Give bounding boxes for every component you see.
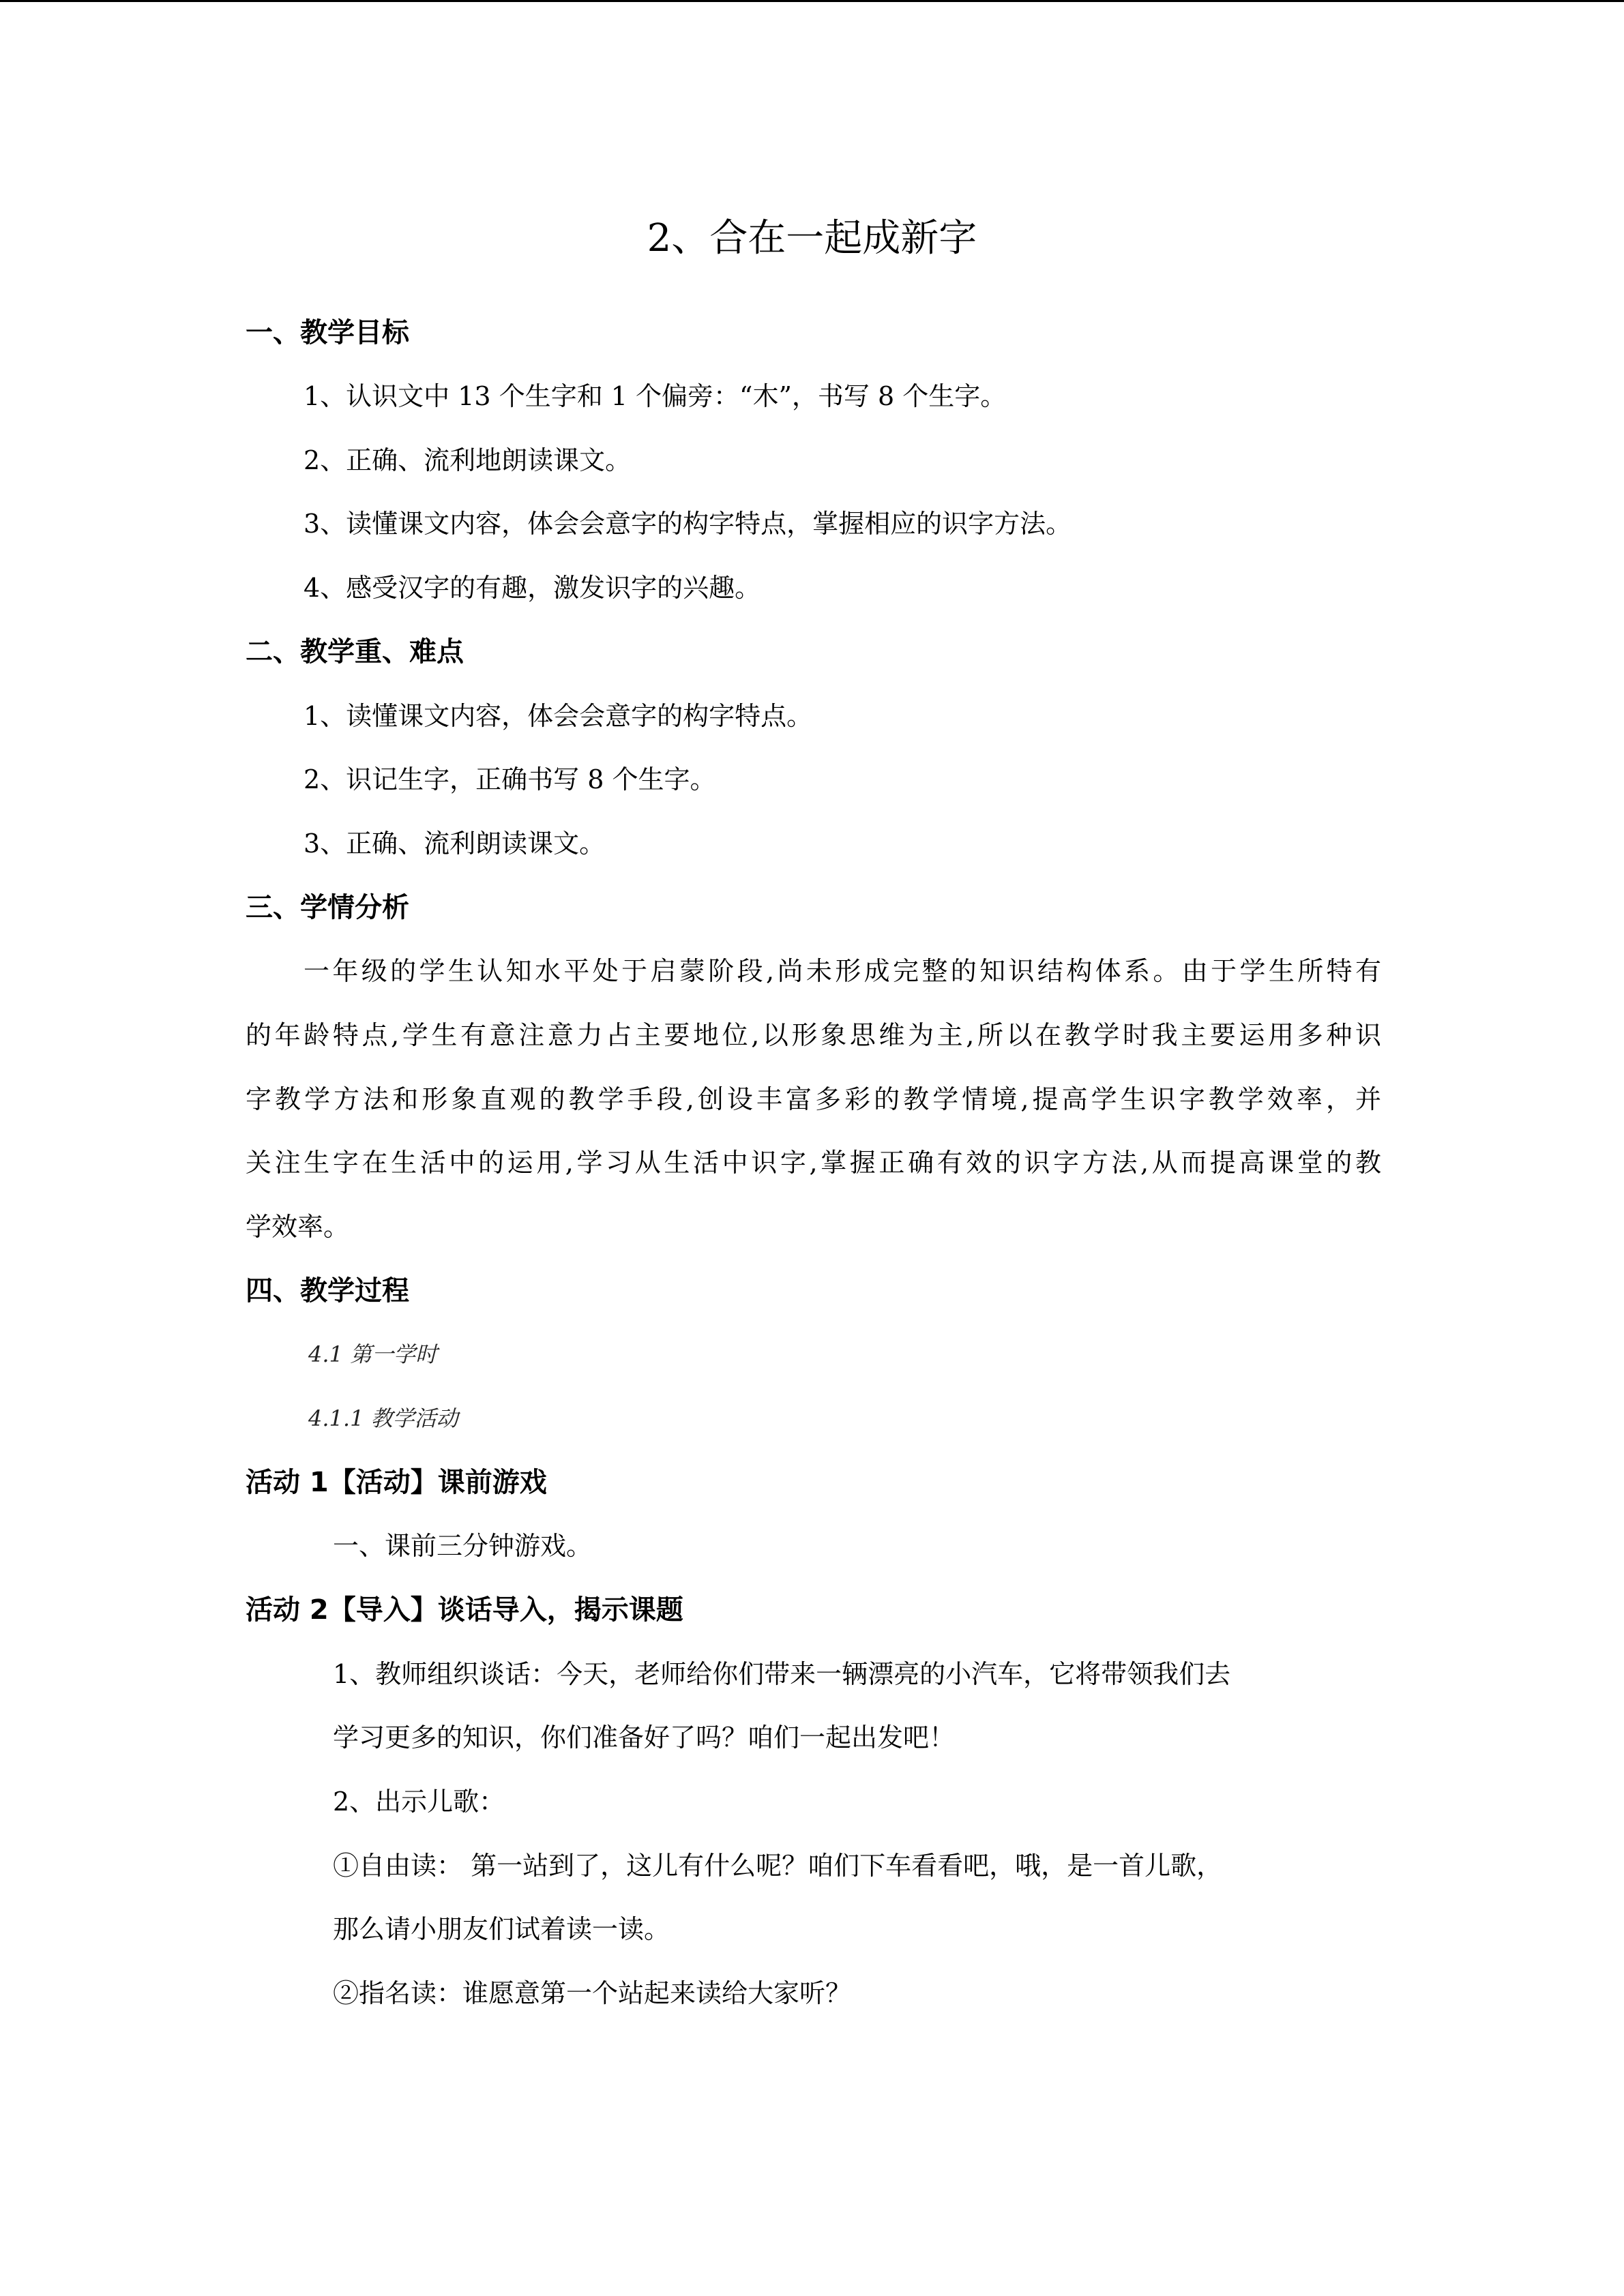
section-heading-process: 四、教学过程 — [246, 1275, 409, 1307]
activity-line: 学习更多的知识，你们准备好了吗？咱们一起出发吧！ — [333, 1723, 956, 1753]
activity-line: 1、教师组织谈话：今天，老师给你们带来一辆漂亮的小汽车，它将带领我们去 — [333, 1659, 1231, 1689]
page-top-border — [0, 0, 1624, 2]
analysis-line: 学效率。 — [246, 1212, 350, 1242]
section-heading-analysis: 三、学情分析 — [246, 892, 409, 923]
key-point-item: 2、识记生字，正确书写 8 个生字。 — [304, 764, 716, 794]
activity-heading-2: 活动 2【导入】谈话导入，揭示课题 — [246, 1594, 683, 1626]
subsection-label: 4.1.1 教学活动 — [308, 1405, 458, 1431]
goal-item: 2、正确、流利地朗读课文。 — [304, 445, 632, 475]
analysis-line: 字教学方法和形象直观的教学手段,创设丰富多彩的教学情境,提高学生识字教学效率，并 — [246, 1084, 1381, 1114]
goal-item: 1、认识文中 13 个生字和 1 个偏旁：“木”，书写 8 个生字。 — [304, 381, 1007, 411]
activity-line: ①自由读： 第一站到了，这儿有什么呢？咱们下车看看吧，哦，是一首儿歌， — [333, 1851, 1223, 1881]
activity-line: 2、出示儿歌： — [333, 1787, 505, 1817]
activity-line: ②指名读：谁愿意第一个站起来读给大家听？ — [333, 1978, 852, 2008]
activity-line: 一、课前三分钟游戏。 — [333, 1531, 593, 1561]
key-point-item: 1、读懂课文内容，体会会意字的构字特点。 — [304, 701, 813, 731]
subsection-label: 4.1 第一学时 — [308, 1341, 438, 1367]
activity-line: 那么请小朋友们试着读一读。 — [333, 1914, 670, 1944]
document-title: 2、合在一起成新字 — [647, 216, 977, 260]
analysis-line: 关注生字在生活中的运用,学习从生活中识字,掌握正确有效的识字方法,从而提高课堂的教 — [246, 1148, 1381, 1178]
goal-item: 3、读懂课文内容，体会会意字的构字特点，掌握相应的识字方法。 — [304, 509, 1072, 539]
key-point-item: 3、正确、流利朗读课文。 — [304, 829, 606, 859]
analysis-line: 一年级的学生认知水平处于启蒙阶段,尚未形成完整的知识结构体系。由于学生所特有 — [304, 956, 1381, 986]
activity-heading-1: 活动 1【活动】课前游戏 — [246, 1467, 547, 1498]
goal-item: 4、感受汉字的有趣，激发识字的兴趣。 — [304, 573, 761, 603]
section-heading-key-points: 二、教学重、难点 — [246, 636, 464, 668]
section-heading-goals: 一、教学目标 — [246, 317, 409, 348]
analysis-line: 的年龄特点,学生有意注意力占主要地位,以形象思维为主,所以在教学时我主要运用多种识 — [246, 1020, 1381, 1050]
